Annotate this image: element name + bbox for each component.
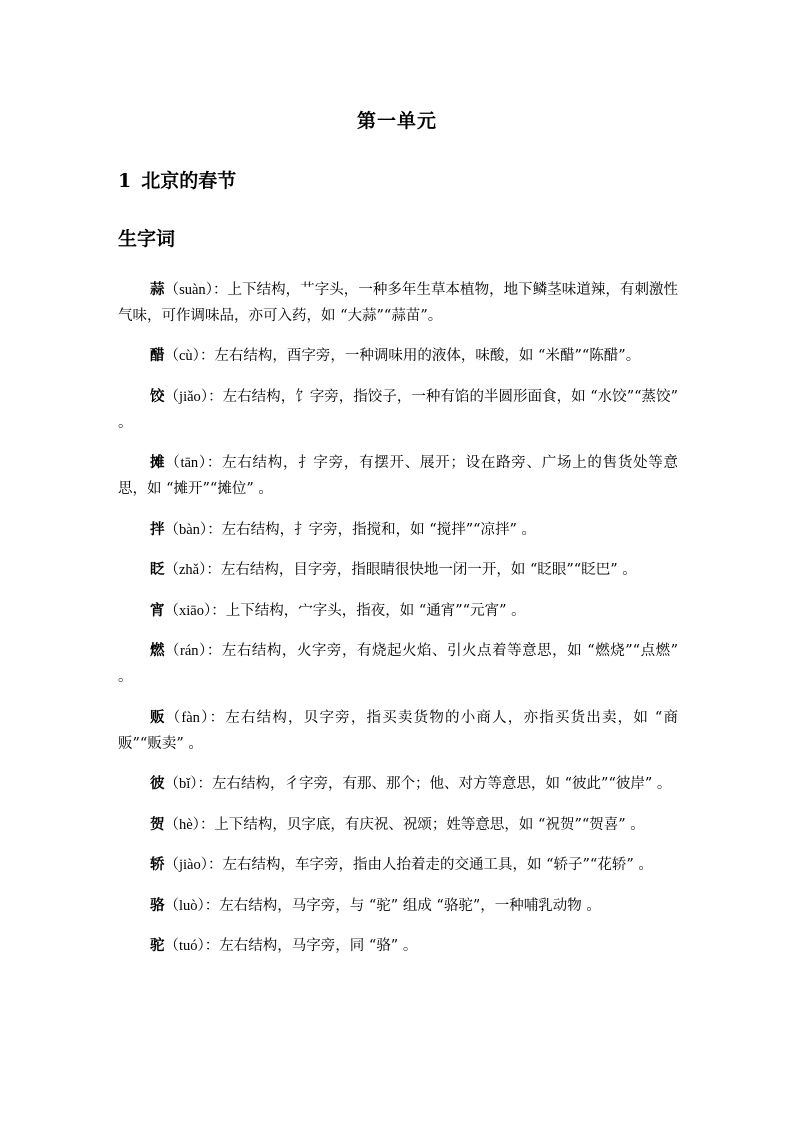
entry-character: 贺 (150, 815, 165, 833)
entry-character: 蒜 (150, 280, 165, 298)
entry-character: 拌 (150, 520, 165, 538)
entry-description: ：左右结构，目字旁，指眼睛很快地一闭一开，如 “眨眼”“眨巴” 。 (206, 562, 637, 578)
entry-pinyin: （zhǎ） (164, 562, 207, 578)
entry-description: ：上下结构，贝字底，有庆祝、祝颂；姓等意思，如 “祝贺”“贺喜” 。 (199, 816, 645, 833)
vocab-entry (118, 598, 678, 624)
lesson-title (118, 166, 236, 193)
entry-character: 宵 (150, 601, 165, 619)
entry-description: ：左右结构，扌字旁，指搅和，如 “搅拌”“凉拌” 。 (207, 521, 537, 538)
entry-description: ：左右结构，马字旁，同 “骆” 。 (204, 938, 418, 954)
entry-pinyin: （luò） (164, 897, 205, 914)
entry-description: ：左右结构，贝字旁，指买卖货物的小商人，亦指买货出卖，如 “商贩”“贩卖” 。 (118, 709, 678, 752)
entry-character: 骆 (150, 896, 165, 914)
entry-description: ：左右结构，彳字旁，有那、那个；他、对方等意思，如 “彼此”“彼岸” 。 (197, 776, 672, 792)
entry-character: 贩 (150, 708, 166, 726)
entry-description: ：左右结构，车字旁，指由人抬着走的交通工具，如 “轿子”“花轿” 。 (208, 857, 653, 873)
entry-description: ：上下结构，宀字头，指夜，如 “通宵”“元宵” 。 (211, 602, 526, 619)
entry-pinyin: （jiào） (164, 857, 208, 873)
entry-description: ：左右结构，饣字旁，指饺子，一种有馅的半圆形面食，如 “水饺”“蒸饺” 。 (118, 388, 679, 431)
entry-character: 眨 (150, 561, 165, 578)
vocab-entry (118, 705, 678, 757)
entry-pinyin: （rán） (165, 643, 207, 659)
entry-pinyin: （bǐ） (164, 776, 198, 792)
entry-description: ：上下结构，艹字头，一种多年生草本植物，地下鳞茎味道辣，有刺激性气味，可作调味品，亦可入药，如 “大蒜”“蒜苗”。 (118, 281, 679, 324)
entry-character: 轿 (150, 856, 165, 873)
entry-description: ：左右结构，扌字旁，有摆开、展开；设在路旁、广场上的售货处等意思，如 “摊开”“摊位” 。 (118, 455, 679, 497)
vocab-entry (118, 343, 678, 369)
entry-character: 饺 (150, 387, 165, 405)
vocab-entry (118, 384, 678, 436)
entry-character: 彼 (150, 775, 165, 792)
vocab-entry (118, 638, 678, 690)
vocab-entry (118, 450, 678, 502)
lesson-name: 北京的春节 (141, 170, 237, 192)
entry-pinyin: （jiǎo） (164, 388, 209, 405)
entry-pinyin: （fàn） (165, 709, 210, 726)
entry-description: ：左右结构，火字旁，有烧起火焰、引火点着等意思，如 “燃烧”“点燃” 。 (118, 643, 679, 685)
vocab-entry (118, 517, 678, 543)
entry-pinyin: （bàn） (164, 521, 208, 538)
entry-character: 驼 (150, 937, 165, 954)
vocab-entry (118, 933, 678, 959)
section-title: 生字词 (118, 228, 176, 250)
vocab-entry (118, 893, 678, 919)
entry-description: ：左右结构，马字旁，与 “驼” 组成 “骆驼”，一种哺乳动物 。 (204, 897, 601, 914)
vocab-entry (118, 557, 678, 583)
entry-pinyin: （tuó） (164, 938, 205, 954)
lesson-number: 1 (118, 170, 132, 192)
entry-character: 燃 (150, 642, 166, 659)
entry-pinyin: （xiāo） (164, 602, 212, 619)
entry-character: 摊 (150, 454, 166, 471)
entry-pinyin: （tān） (165, 455, 207, 471)
entry-pinyin: （hè） (164, 816, 200, 833)
vocab-entry (118, 812, 678, 838)
vocabulary-list (118, 262, 678, 971)
vocab-entry (118, 771, 678, 797)
entry-pinyin: （suàn） (164, 281, 213, 298)
entry-pinyin: （cù） (164, 348, 200, 364)
entry-character: 醋 (150, 347, 165, 364)
entry-description: ：左右结构，酉字旁，一种调味用的液体，味酸，如 “米醋”“陈醋”。 (199, 348, 641, 364)
vocab-entry (118, 852, 678, 878)
unit-title: 第一单元 (356, 110, 437, 132)
vocab-entry (118, 277, 678, 329)
